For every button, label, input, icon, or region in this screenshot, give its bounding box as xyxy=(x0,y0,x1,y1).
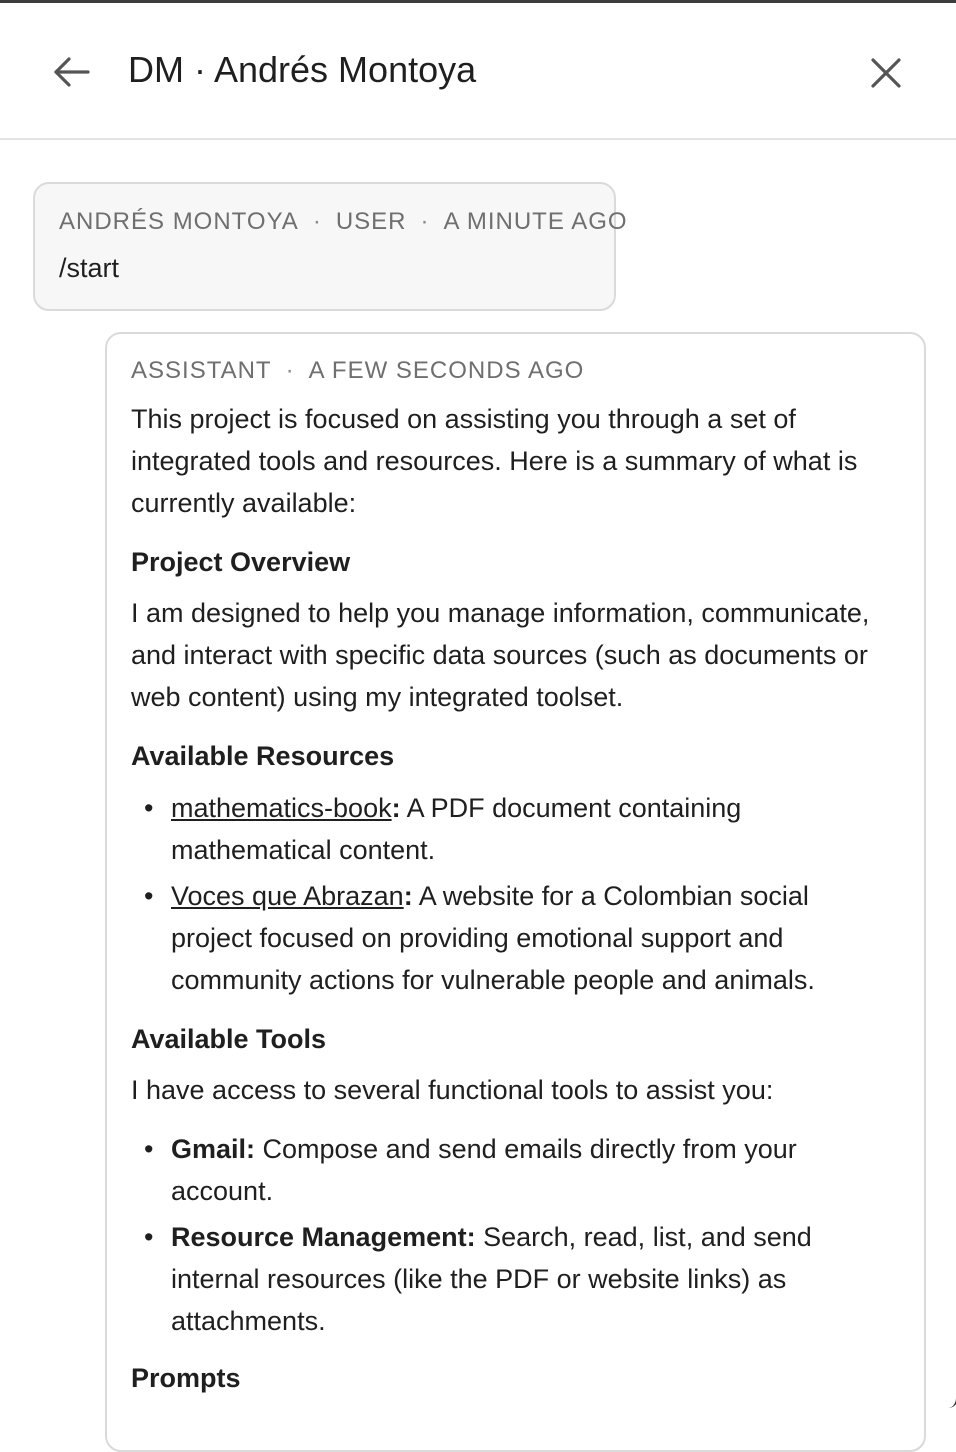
resource-link-voces-que-abrazan[interactable]: Voces que Abrazan xyxy=(171,881,404,911)
back-arrow-icon xyxy=(50,51,92,93)
message-meta xyxy=(131,356,584,386)
meta-separator: · xyxy=(420,208,430,235)
user-message xyxy=(33,182,628,311)
prompts-heading: Prompts xyxy=(131,1363,241,1393)
message-time: A FEW SECONDS AGO xyxy=(308,357,585,384)
tools-list xyxy=(131,1128,891,1342)
close-icon xyxy=(864,51,908,95)
resource-description: A PDF document containing mathematical content. xyxy=(171,793,742,865)
message-role: USER xyxy=(335,208,407,235)
tool-description: Compose and send emails directly from your account. xyxy=(171,1134,797,1206)
meta-separator: · xyxy=(285,357,295,384)
tools-intro: I have access to several functional tools to assist you: xyxy=(131,1075,774,1105)
window-corner xyxy=(947,1390,956,1408)
assistant-message xyxy=(105,332,926,1452)
resource-link-mathematics-book[interactable]: mathematics-book xyxy=(171,793,392,823)
list-item xyxy=(171,1216,891,1342)
message-author: ANDRÉS MONTOYA xyxy=(59,208,299,235)
list-item xyxy=(171,1128,891,1212)
resources-heading: Available Resources xyxy=(131,741,395,771)
resource-description: A website for a Colombian social project focused on providing emotional support and community actions for vulnerable people and animals. xyxy=(171,881,815,995)
resources-list xyxy=(131,787,891,1001)
meta-separator: · xyxy=(312,208,322,235)
list-item: • Voces que Abrazan: A website for a Colombian social project focused on providing emotional support and community actions for vulnerable people and animals. xyxy=(171,875,891,1001)
intro-paragraph: This project is focused on assisting you through a set of integrated tools and resources. Here is a summary of what is currently available: xyxy=(131,404,858,518)
message-meta xyxy=(59,207,628,237)
tools-heading: Available Tools xyxy=(131,1024,327,1054)
message-text: /start xyxy=(59,253,120,283)
dm-header xyxy=(0,3,956,140)
overview-paragraph: I am designed to help you manage information, communicate, and interact with specific data sources (such as documents or web content) using my integrated toolset. xyxy=(131,598,870,712)
tool-description: Search, read, list, and send internal resources (like the PDF or website links) as attachments. xyxy=(171,1222,812,1336)
page-title: DM · Andrés Montoya xyxy=(128,49,477,90)
back-button[interactable] xyxy=(50,51,92,93)
list-item: • mathematics-book: A PDF document containing mathematical content. xyxy=(171,787,891,871)
tool-name: Resource Management: xyxy=(171,1222,476,1252)
close-button[interactable] xyxy=(864,51,908,95)
overview-heading: Project Overview xyxy=(131,547,351,577)
message-author: ASSISTANT xyxy=(131,357,272,384)
message-time: A MINUTE AGO xyxy=(443,208,628,235)
message-body xyxy=(131,398,891,1399)
tool-name: Gmail: xyxy=(171,1134,256,1164)
